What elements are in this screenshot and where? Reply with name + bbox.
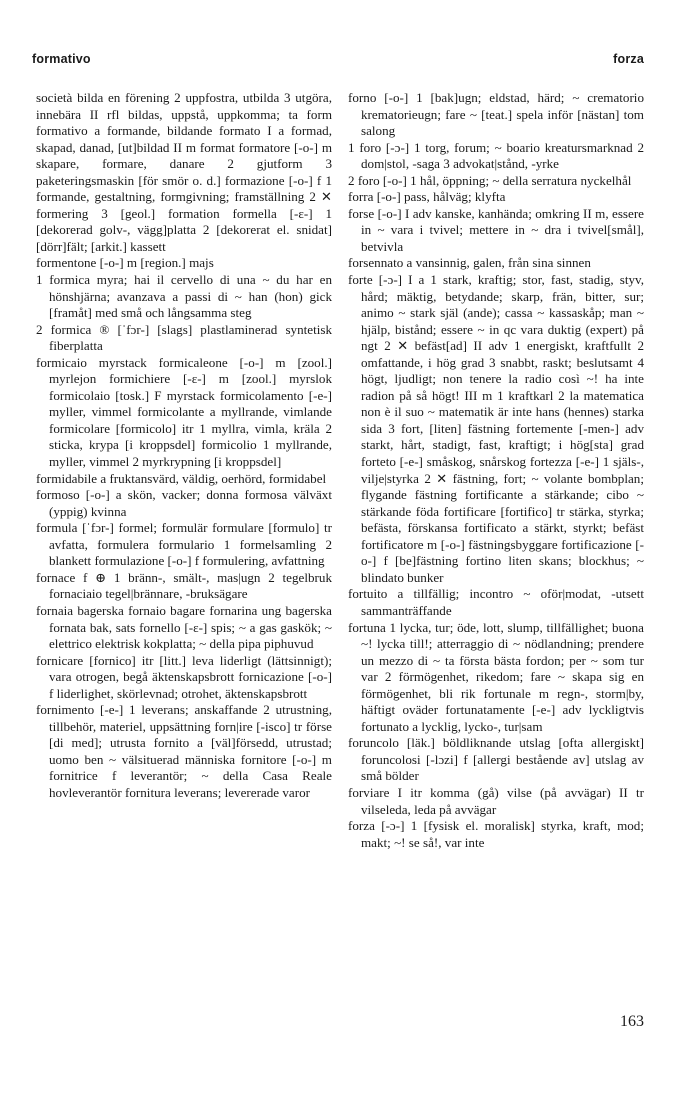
dictionary-entry: formidabile a fruktansvärd, väldig, oerhörd, formidabel bbox=[36, 470, 327, 486]
dictionary-entry: fortuito a tillfällig; incontro ~ oför|modat, -utsett sammanträffande bbox=[348, 586, 644, 618]
dictionary-entry: fornicare [fornico] itr [litt.] leva liderligt (lättsinnigt); vara otrogen, begå äktenskapsbrott fornicazione [-o-] f liderlighet, skörlevnad; otrohet, äktenskapsbrott bbox=[36, 652, 332, 701]
dictionary-entry: fornimento [-e-] 1 leverans; anskaffande 2 utrustning, tillbehör, materiel, uppsättning forn|ire [-isco] tr förse [di med]; utrusta fornito a [väl]försedd, utrustad; uomo ben ~ välsituerad människa fornitore [-o-] m fornitrice f leverantör; ~ della Casa Reale hovleverantör fornitura leverans; levererade varor bbox=[36, 702, 332, 800]
dictionary-entry: società bilda en förening 2 uppfostra, utbilda 3 utgöra, innebära II rfl bildas, uppstå, uppkomma; ta form formativo a formande, bildande formato I a formad, skapad, danad, [ut]bildad II m format formatore [-o-] m skapare, formare, danare 2 gjutform 3 paketeringsmaskin [för smör o. d.] formazione [-o-] f 1 formande, gestaltning, formgivning; framställning 2 ✕ formering 3 [geol.] formation formella [-ε-] 1 [dekorerad golv-, vägg]platta 2 [dekorerat el. snidat] [dörr]fält; [arkit.] kassett bbox=[36, 90, 332, 254]
dictionary-entry: 1 formica myra; hai il cervello di una ~ du har en hönshjärna; avanzava a passi di ~ han (hon) gick [framåt] med små och långsamma steg bbox=[36, 272, 332, 321]
page-number: 163 bbox=[620, 1013, 644, 1030]
right-guide-word: forza bbox=[613, 52, 644, 66]
left-column bbox=[36, 90, 332, 802]
dictionary-entry: forse [-o-] I adv kanske, kanhända; omkring II m, essere in ~ vara i tvivel; mettere in ~ dra i tvivel[smål], betvivla bbox=[348, 205, 644, 254]
right-column bbox=[348, 90, 644, 851]
dictionary-entry: formula [ˈfɔr-] formel; formulär formulare [formulo] tr avfatta, formulera formulario 1 formelsamling 2 blankett formulazione [-o-] f formulering, avfattning bbox=[36, 520, 332, 569]
dictionary-entry: fornace f ⊕ 1 bränn-, smält-, mas|ugn 2 tegelbruk fornaciaio tegel|brännare, -bruksägare bbox=[36, 569, 332, 602]
dictionary-entry: forra [-o-] pass, hålväg; klyfta bbox=[348, 189, 506, 205]
dictionary-entry: forsennato a vansinnig, galen, från sina sinnen bbox=[348, 255, 591, 271]
dictionary-entry: fornaia bagerska fornaio bagare fornarina ung bagerska fornata bak, sats fornello [-ε-] spis; ~ a gas gaskök; ~ elettrico elektrisk kokplatta; ~ della pipa piphuvud bbox=[36, 602, 332, 652]
dictionary-entry: formentone [-o-] m [region.] majs bbox=[36, 255, 214, 271]
dictionary-entry: forza [-ɔ-] 1 [fysisk el. moralisk] styrka, kraft, mod; makt; ~! se så!, var inte bbox=[348, 818, 644, 850]
dictionary-entry: 2 foro [-o-] 1 hål, öppning; ~ della serratura nyckelhål bbox=[348, 172, 632, 188]
left-guide-word: formativo bbox=[32, 52, 91, 66]
dictionary-entry: 1 foro [-ɔ-] 1 torg, forum; ~ boario kreatursmarknad 2 dom|stol, -saga 3 advokat|stånd, -yrke bbox=[348, 139, 644, 172]
dictionary-entry: formoso [-o-] a skön, vacker; donna formosa välväxt (yppig) kvinna bbox=[36, 487, 332, 519]
dictionary-entry: formicaio myrstack formicaleone [-o-] m [zool.] myrlejon formichiere [-ε-] m [zool.] myrslok formicolaio [tosk.] F myrstack formicolamento [-e-] myller, vimmel formicolante a myllrande, vimlande formicolare [formicolo] itr 1 myllra, vimla, kräla 2 sticka, krypa [i kroppsdel] formicolio 1 myllrande, myller, vimmel 2 myrkrypning [i kroppsdel] bbox=[36, 354, 332, 470]
dictionary-entry: 2 formica ® [ˈfɔr-] [slags] plastlaminerad syntetisk fiberplatta bbox=[36, 321, 332, 354]
dictionary-entry: forviare I itr komma (gå) vilse (på avvägar) II tr vilseleda, leda på avvägar bbox=[348, 784, 644, 817]
dictionary-entry: fortuna 1 lycka, tur; öde, lott, slump, tillfällighet; buona ~! lycka till!; atterraggio di ~ nödlandning; prendere un mezzo di ~ ta första bästa fordon; per ~ som tur var 2 förmögenhet, rikedom; fare ~ skapa sig en förmögenhet, bli rik fortunale m regn-, storm|by, häftigt oväder fortunatamente [-e-] adv lyckligtvis fortunato a lycklig, lycko-, tur|sam bbox=[348, 619, 644, 734]
dictionary-entry: forte [-ɔ-] I a 1 stark, kraftig; stor, fast, stadig, styv, hård; mäktig, betydande; skarp, frän, bitter, sur; animo ~ stark själ (ande); cassa ~ kassaskåp; man ~ hjälp, bistånd; essere ~ in qc vara duktig (expert) på ngt 2 ✕ befäst[ad] II adv 1 energiskt, kraftfullt 2 omfattande, i hög grad 3 snabbt, raskt; beslutsamt 4 högt, ljudligt; non tenere la radio così ~! ha inte radion på så högt! III m 1 kraftkarl 2 la matematica non è il suo ~ matematik är inte hans (hennes) starka sida 3 fort, [liten] fästning fortemente [-men-] adv starkt, hårt, stadigt, fast, kraftigt; i hög[sta] grad forteto [-e-] småskog, snårskog fortezza [-e-] 1 själs-, vilje|styrka 2 ✕ fästning, fort; ~ volante bombplan; flygande fästning fortificante a stärkande; cibo ~ stärkande föda fortificare [fortifico] tr stärka, styrka; befästa, förskansa fortificato a stärkt, styrkt; befäst fortificatore m [-o-] fästningsbyggare fortificazione [-o-] f [be]fästning fortino liten skans; blockhus; ~ blindato bunker bbox=[348, 272, 644, 585]
dictionary-entry: foruncolo [läk.] böldliknande utslag [ofta allergiskt] foruncolosi [-lɔzi] f [allergi bestående av] utslag av små bölder bbox=[348, 735, 644, 784]
dictionary-entry: forno [-o-] 1 [bak]ugn; eldstad, härd; ~ crematorio krematorieugn; fare ~ [teat.] spela inför [nästan] tom salong bbox=[348, 90, 644, 139]
